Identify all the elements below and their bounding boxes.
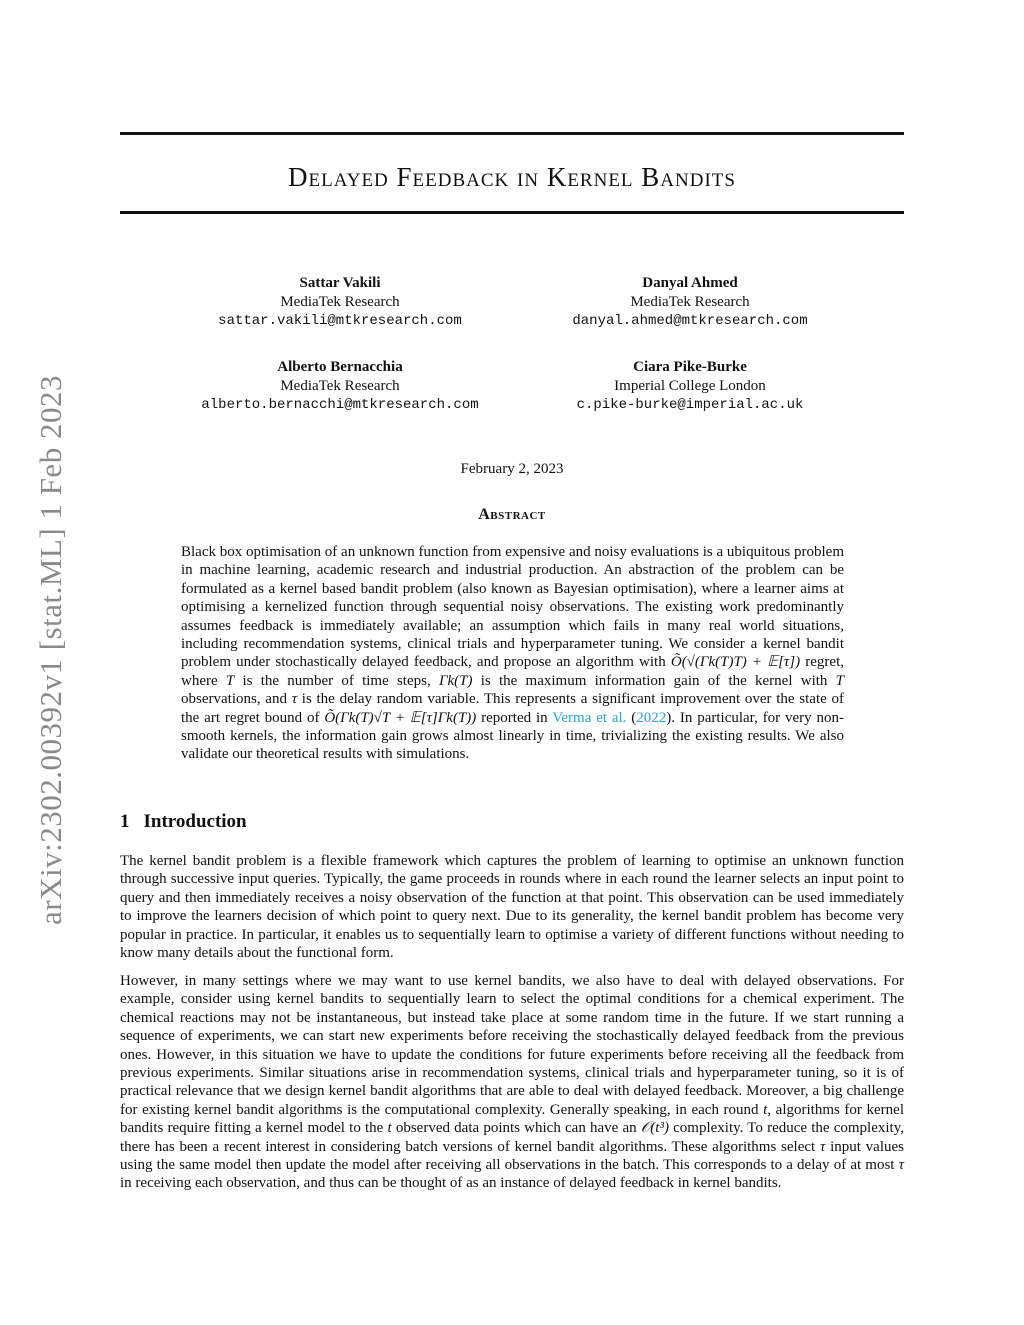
abstract-text: is the maximum information gain of the kernel with: [472, 672, 836, 689]
section-number: 1: [120, 811, 130, 832]
arxiv-identifier-stamp: arXiv:2302.00392v1 [stat.ML] 1 Feb 2023: [33, 375, 68, 925]
section-title: Introduction: [143, 811, 247, 832]
title-rule-top: [120, 132, 904, 135]
abstract-text: Black box optimisation of an unknown function from expensive and noisy evaluations is a ubiquitous problem in machine learning, academic research and industrial production. An abstraction of the problem can be formulated as a kernel based bandit problem (also known as Bayesian optimisation), where a learner aims at optimising a kernelized function through sequential noisy observations. The existing work predominantly assumes feedback is immediately available; an assumption which fails in many real world situations, including recommendation systems, clinical trials and hyperparameter tuning. We consider a kernel bandit problem under stochastically delayed feedback, and propose an algorithm with: [181, 544, 844, 671]
author-block: [520, 274, 860, 331]
citation-link-year[interactable]: 2022: [636, 709, 667, 726]
math-expression: t: [763, 1101, 768, 1118]
author-affiliation: Imperial College London: [614, 378, 766, 394]
author-block: [170, 274, 510, 331]
math-expression: τ: [898, 1157, 904, 1174]
author-affiliation: MediaTek Research: [280, 378, 400, 394]
paragraph-text: in receiving each observation, and thus can be thought of as an instance of delayed feedback in kernel bandits.: [120, 1175, 782, 1192]
paragraph-text: complexity. To reduce the complexity, there has been a recent interest in considering batch versions of kernel bandit algorithms. These algorithms select: [120, 1120, 904, 1155]
author-email: sattar.vakili@mtkresearch.com: [218, 313, 462, 329]
author-name: Ciara Pike-Burke: [633, 359, 747, 375]
paragraph-text: However, in many settings where we may want to use kernel bandits, we also have to deal with delayed observations. For example, consider using kernel bandits to sequentially learn to select the optimal conditions for a chemical experiment. The chemical reactions may not be instantaneous, but instead take place at some random time in the future. If we start running a sequence of experiments, we can start new experiments before receiving the stochastically delayed feedback from the previous ones. However, in this situation we have to update the conditions for future experiments before receiving all the feedback from previous experiments. Similar situations arise in recommendation systems, clinical trials and hyperparameter tuning, so it is of practical relevance that we design kernel bandit algorithms that are able to deal with delayed feedback. Moreover, a big challenge for existing kernel bandit algorithms is the computational complexity. Generally speaking, in each round: [120, 973, 904, 1118]
paper-title: Delayed Feedback in Kernel Bandits: [288, 162, 736, 192]
math-expression: Õ(√(Γk(T)T) + 𝔼[τ]): [670, 654, 801, 671]
author-affiliation: MediaTek Research: [280, 294, 400, 310]
math-expression: 𝒪(t³): [640, 1120, 669, 1137]
author-name: Danyal Ahmed: [642, 275, 738, 291]
abstract-text: reported in: [476, 709, 553, 726]
abstract-heading: Abstract: [478, 506, 546, 523]
intro-paragraph-1: The kernel bandit problem is a flexible framework which captures the problem of learning to optimise an unknown function through successive input queries. Typically, the game proceeds in rounds where in each round the learner selects an input point to query and then immediately receives a noisy observation of the function at that point. This observation can be used immediately to improve the learners decision of which point to query next. Due to its generality, the kernel bandit problem has become very popular in practice. In particular, it enables us to sequentially learn to optimise a variety of different functions without needing to know many details about the functional form.: [120, 853, 904, 962]
author-email: danyal.ahmed@mtkresearch.com: [572, 313, 808, 329]
author-affiliation: MediaTek Research: [630, 294, 750, 310]
author-block: [520, 358, 860, 415]
math-expression: T: [835, 672, 844, 689]
intro-paragraph-2: [120, 972, 904, 1193]
citation-link-authors[interactable]: Verma et al.: [552, 709, 627, 726]
paragraph-text: observed data points which can have an: [391, 1120, 641, 1137]
math-expression: T: [225, 672, 235, 689]
abstract-text: ). In particular, for very non-smooth kernels, the information gain grows almost linearly in time, trivializing the existing results. We also validate our theoretical results with simulations.: [181, 709, 844, 763]
abstract-text: is the number of time steps,: [234, 672, 439, 689]
author-email: alberto.bernacchi@mtkresearch.com: [201, 397, 479, 413]
abstract-text: is the delay random variable. This represents a significant improvement over the state of the art regret bound of: [181, 691, 844, 726]
abstract-text: (: [626, 709, 637, 726]
math-expression: Γk(T): [438, 672, 473, 689]
paragraph-text: , algorithms for kernel bandits require fitting a kernel model to the: [120, 1101, 904, 1137]
abstract-text: regret, where: [181, 654, 844, 689]
title-rule-bottom: [120, 211, 904, 214]
math-expression: τ: [291, 691, 298, 708]
abstract-text: observations, and: [181, 691, 292, 708]
author-name: Alberto Bernacchia: [277, 359, 403, 375]
abstract-body: [181, 543, 844, 764]
math-expression: t: [387, 1120, 392, 1137]
paragraph-text: input values using the same model then update the model after receiving all observations in the batch. This corresponds to a delay of at most: [120, 1138, 904, 1174]
author-email: c.pike-burke@imperial.ac.uk: [576, 397, 804, 413]
author-block: [170, 358, 510, 415]
math-expression: τ: [819, 1138, 826, 1155]
author-name: Sattar Vakili: [299, 275, 381, 291]
section-heading: [120, 811, 247, 833]
math-expression: Õ(Γk(T)√T + 𝔼[τ]Γk(T)): [324, 709, 477, 726]
publication-date: February 2, 2023: [460, 461, 564, 477]
